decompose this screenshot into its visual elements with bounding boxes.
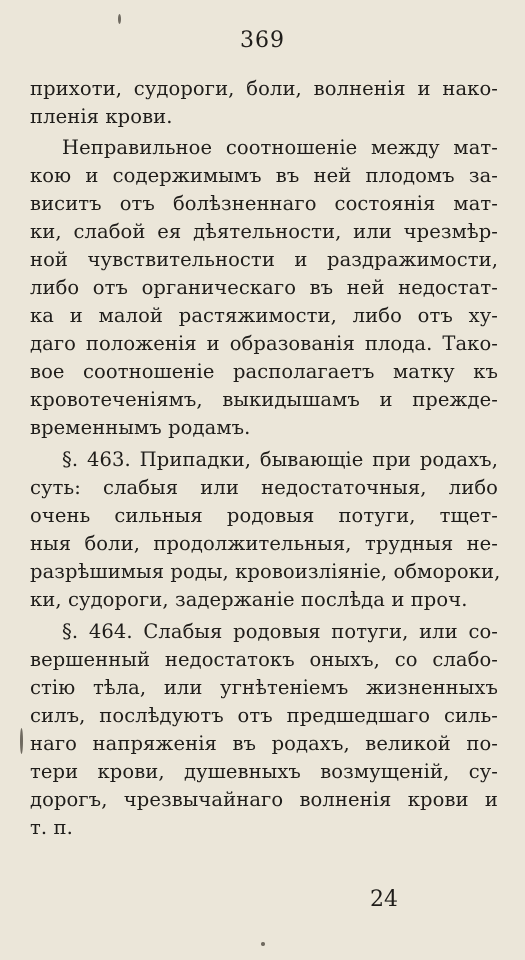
text-line: наго напряженія въ родахъ, великой по- [30, 732, 498, 755]
text-line: стію тѣла, или угнѣтеніемъ жизненныхъ [30, 676, 498, 699]
page-number: 369 [240, 28, 285, 53]
text-line: силъ, послѣдуютъ отъ предшедшаго силь- [30, 704, 498, 727]
text-line: т. п. [30, 816, 73, 839]
signature-mark: 24 [370, 887, 398, 912]
text-line: кою и содержимымъ въ ней плодомъ за- [30, 164, 498, 187]
text-line: ной чувствительности и раздражимости, [30, 248, 498, 271]
paragraph-first-line: Неправильное соотношеніе между мат- [62, 136, 498, 159]
section-463-first-line: §. 463. Припадки, бывающіе при родахъ, [62, 448, 498, 471]
text-line: вое соотношеніе располагаетъ матку къ [30, 360, 498, 383]
ink-speck [261, 942, 265, 946]
text-line: тери крови, душевныхъ возмущеній, су- [30, 760, 498, 783]
text-line: ки, слабой ея дѣятельности, или чрезмѣр- [30, 220, 498, 243]
section-464-first-line: §. 464. Слабыя родовыя потуги, или со- [62, 620, 498, 643]
text-line: временнымъ родамъ. [30, 416, 251, 439]
text-line: виситъ отъ болѣзненнаго состоянія мат- [30, 192, 498, 215]
ink-speck [118, 14, 121, 24]
text-line: очень сильныя родовыя потуги, тщет- [30, 504, 498, 527]
text-line: либо отъ органическаго въ ней недостат- [30, 276, 498, 299]
text-line: пленія крови. [30, 105, 173, 128]
text-line: суть: слабыя или недостаточныя, либо [30, 476, 498, 499]
ink-speck [20, 728, 23, 754]
text-line: ка и малой растяжимости, либо отъ ху- [30, 304, 498, 327]
text-line: кровотеченіямъ, выкидышамъ и прежде- [30, 388, 498, 411]
text-line: ки, судороги, задержаніе послѣда и проч. [30, 588, 468, 611]
text-line: прихоти, судороги, боли, волненія и нако- [30, 77, 498, 100]
text-line: ныя боли, продолжительныя, трудныя не- [30, 532, 498, 555]
text-line: даго положенія и образованія плода. Тако- [30, 332, 498, 355]
text-line: разрѣшимыя роды, кровоизліяніе, обмороки, [30, 560, 501, 583]
text-line: дорогъ, чрезвычайнаго волненія крови и [30, 788, 498, 811]
text-line: вершенный недостатокъ оныхъ, со слабо- [30, 648, 498, 671]
